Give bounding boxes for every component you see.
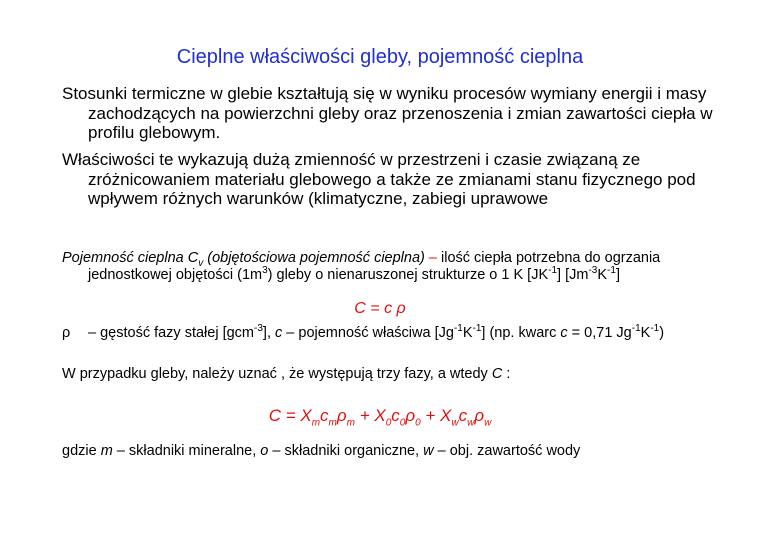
paragraph-2: Właściwości te wykazują dużą zmienność w przestrzeni i czasie związaną ze zróżnicowaniem materiału glebowego a także ze zmianami stanu fizycznego pod wpływem różnych warunków (klimatyczne, zabiegi uprawowe bbox=[62, 150, 696, 208]
rho-paragraph: ρ – gęstość fazy stałej [gcm$^{-3}$], c – pojemność właściwa $[Jg^{-1}K^{-1}]$ (np. kwarc c = 0,71 $Jg^{-1}K^{-1}$) bbox=[62, 323, 665, 341]
definition-paragraph: Pojemność cieplna $C_v$ (objętościowa pojemność cieplna) – ilość ciepła potrzebna do ogrzania jednostkowej objętości $(1m^3)$ gleby o nienaruszonej strukturze o 1 K $[JK^{-1}]$ $[Jm^{-3}K^{-1}]$ bbox=[62, 250, 661, 283]
phases-paragraph: W przypadku gleby, należy uznać , że występują trzy fazy, a wtedy C : bbox=[62, 366, 511, 382]
page-title: Cieplne właściwości gleby, pojemność cieplna bbox=[176, 46, 584, 68]
rho-symbol: ρ bbox=[62, 325, 71, 341]
paragraph-1: Stosunki termiczne w glebie kształtują się w wyniku procesów wymiany energii i masy zachodzących na powierzchni gleby oraz przenoszenia i zmian zawartości ciepła w profilu glebowym. bbox=[62, 84, 713, 142]
formula-three-phases: $C = X_mc_m\rho_m + X_0c_0\rho_0 + X_wc_w\rho_w$ bbox=[268, 406, 492, 429]
formula-heat-capacity: C = c ρ bbox=[354, 300, 406, 317]
definition-term: Pojemność cieplna C bbox=[62, 250, 199, 266]
legend-paragraph: gdzie m – składniki mineralne, o – składniki organiczne, w – obj. zawartość wody bbox=[62, 443, 581, 459]
